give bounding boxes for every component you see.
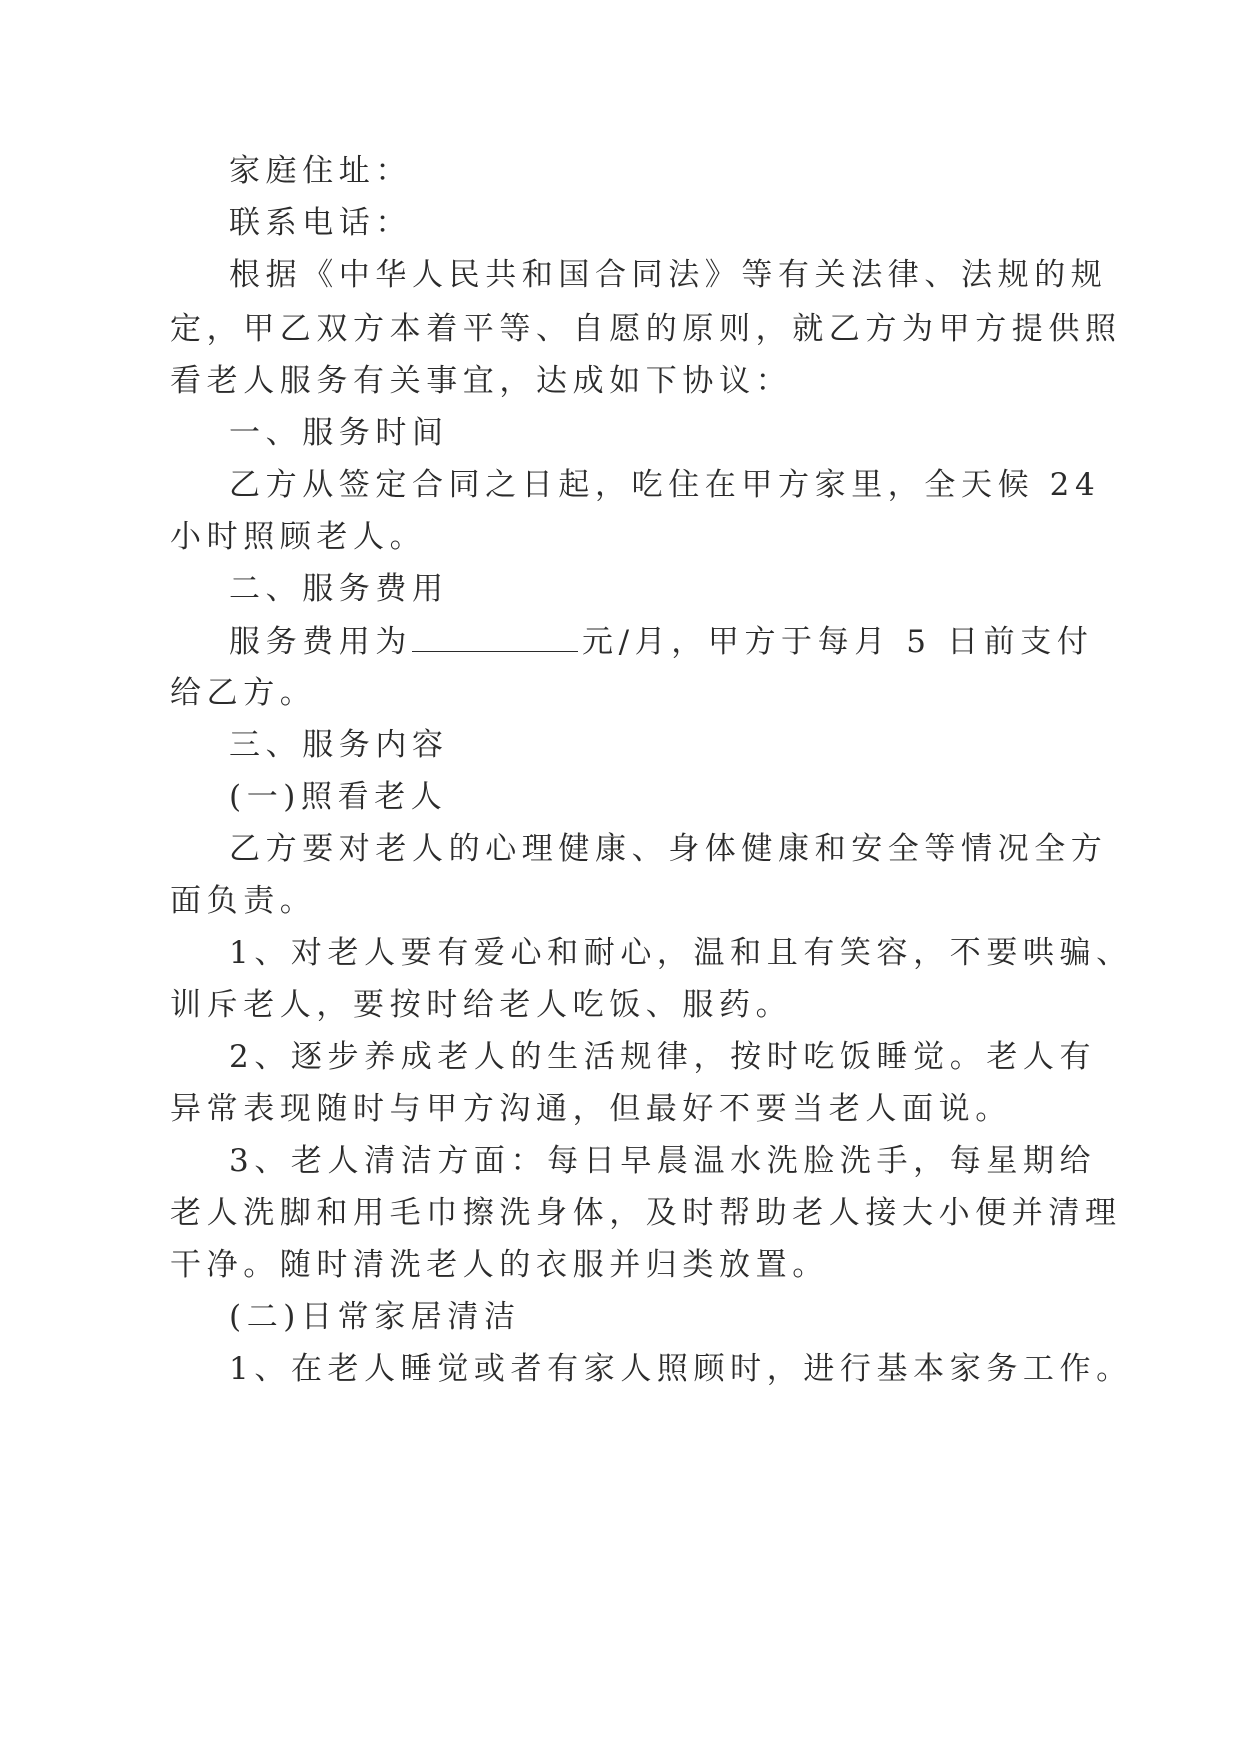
preamble-line-2: 定，甲乙双方本着平等、自愿的原则，就乙方为甲方提供照 bbox=[170, 311, 1122, 347]
fee-amount-blank bbox=[412, 621, 578, 652]
cleaning-item-1: 1、在老人睡觉或者有家人照顾时，进行基本家务工作。 bbox=[229, 1351, 1133, 1387]
home-address-label: 家庭住址： bbox=[229, 153, 412, 189]
service-time-line-2: 小时照顾老人。 bbox=[170, 519, 427, 555]
item-3-line-3: 干净。随时清洗老人的衣服并归类放置。 bbox=[170, 1247, 829, 1283]
preamble-line-3: 看老人服务有关事宜，达成如下协议： bbox=[170, 363, 793, 399]
item-3-line-2: 老人洗脚和用毛巾擦洗身体，及时帮助老人接大小便并清理 bbox=[170, 1195, 1122, 1231]
item-2-line-1: 2、逐步养成老人的生活规律，按时吃饭睡觉。老人有 bbox=[229, 1039, 1097, 1075]
item-1-line-1: 1、对老人要有爱心和耐心，温和且有笑容，不要哄骗、 bbox=[229, 935, 1133, 971]
service-fee-line-2: 给乙方。 bbox=[170, 675, 317, 711]
elder-care-line-1: 乙方要对老人的心理健康、身体健康和安全等情况全方 bbox=[229, 831, 1108, 867]
section-heading-service-fee: 二、服务费用 bbox=[229, 571, 449, 607]
preamble-line-1: 根据《中华人民共和国合同法》等有关法律、法规的规 bbox=[229, 257, 1108, 293]
section-heading-service-time: 一、服务时间 bbox=[229, 415, 449, 451]
fee-text-before-blank: 服务费用为 bbox=[229, 624, 412, 660]
contact-phone-label: 联系电话： bbox=[229, 205, 412, 241]
elder-care-line-2: 面负责。 bbox=[170, 883, 317, 919]
service-time-line-1: 乙方从签定合同之日起，吃住在甲方家里，全天候 24 bbox=[229, 467, 1101, 503]
subsection-heading-daily-cleaning: (二)日常家居清洁 bbox=[229, 1299, 521, 1335]
item-2-line-2: 异常表现随时与甲方沟通，但最好不要当老人面说。 bbox=[170, 1091, 1012, 1127]
item-3-line-1: 3、老人清洁方面：每日早晨温水洗脸洗手，每星期给 bbox=[229, 1143, 1097, 1179]
subsection-heading-elder-care: (一)照看老人 bbox=[229, 779, 448, 815]
fee-text-after-blank: 元/月，甲方于每月 5 日前支付 bbox=[582, 624, 1094, 660]
item-1-line-2: 训斥老人，要按时给老人吃饭、服药。 bbox=[170, 987, 793, 1023]
section-heading-service-content: 三、服务内容 bbox=[229, 727, 449, 763]
service-fee-line-1 bbox=[229, 621, 1093, 661]
